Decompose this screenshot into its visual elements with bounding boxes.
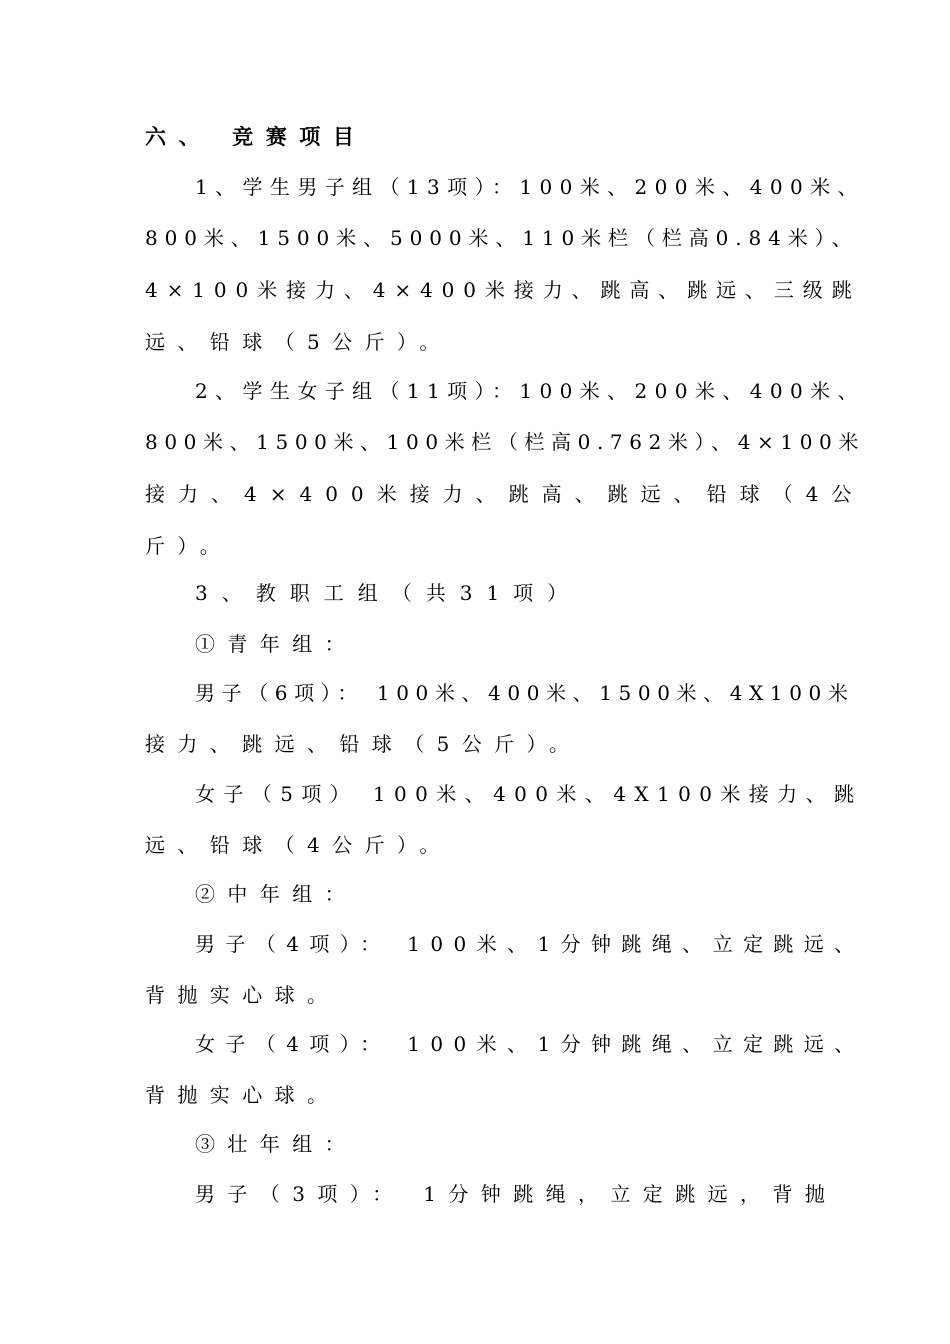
section-heading: 六、 竞赛项目 <box>145 124 367 149</box>
paragraph-line: 背抛实心球。 <box>145 983 340 1007</box>
paragraph-line: 远、铅球（5公斤）。 <box>145 330 452 354</box>
paragraph-line: 800米、1500米、5000米、110米栏（栏高0.84米）、 <box>145 226 859 250</box>
paragraph-line: 远、铅球（4公斤）。 <box>145 833 452 857</box>
paragraph-line: 女子（4项）： 100米、1分钟跳绳、立定跳远、 <box>195 1032 865 1056</box>
paragraph-line: 男子（6项）： 100米、400米、1500米、4X100米 <box>195 681 855 705</box>
paragraph-line: 女子（5项） 100米、400米、4X100米接力、跳 <box>195 782 863 806</box>
paragraph-line: 3、教职工组（共31项） <box>195 581 582 605</box>
paragraph-line: ③壮年组： <box>195 1132 357 1156</box>
paragraph-line: 接力、跳远、铅球（5公斤）。 <box>145 732 582 756</box>
paragraph-line: 接力、4×400米接力、跳高、跳远、铅球（4公 <box>145 482 865 506</box>
paragraph-line: 男子（4项）： 100米、1分钟跳绳、立定跳远、 <box>195 932 865 956</box>
paragraph-line: 斤）。 <box>145 534 233 558</box>
paragraph-line: 1、学生男子组（13项）：100米、200米、400米、 <box>195 175 865 199</box>
paragraph-line: 4×100米接力、4×400米接力、跳高、跳远、三级跳 <box>145 278 861 302</box>
paragraph-line: 800米、1500米、100米栏（栏高0.762米）、4×100米 <box>145 430 865 454</box>
paragraph-line: 2、学生女子组（11项）：100米、200米、400米、 <box>195 379 865 403</box>
paragraph-line: 男子（3项）： 1分钟跳绳，立定跳远，背抛 <box>195 1182 838 1206</box>
paragraph-line: 背抛实心球。 <box>145 1083 340 1107</box>
paragraph-line: ②中年组： <box>195 882 357 906</box>
paragraph-line: ①青年组： <box>195 632 357 656</box>
